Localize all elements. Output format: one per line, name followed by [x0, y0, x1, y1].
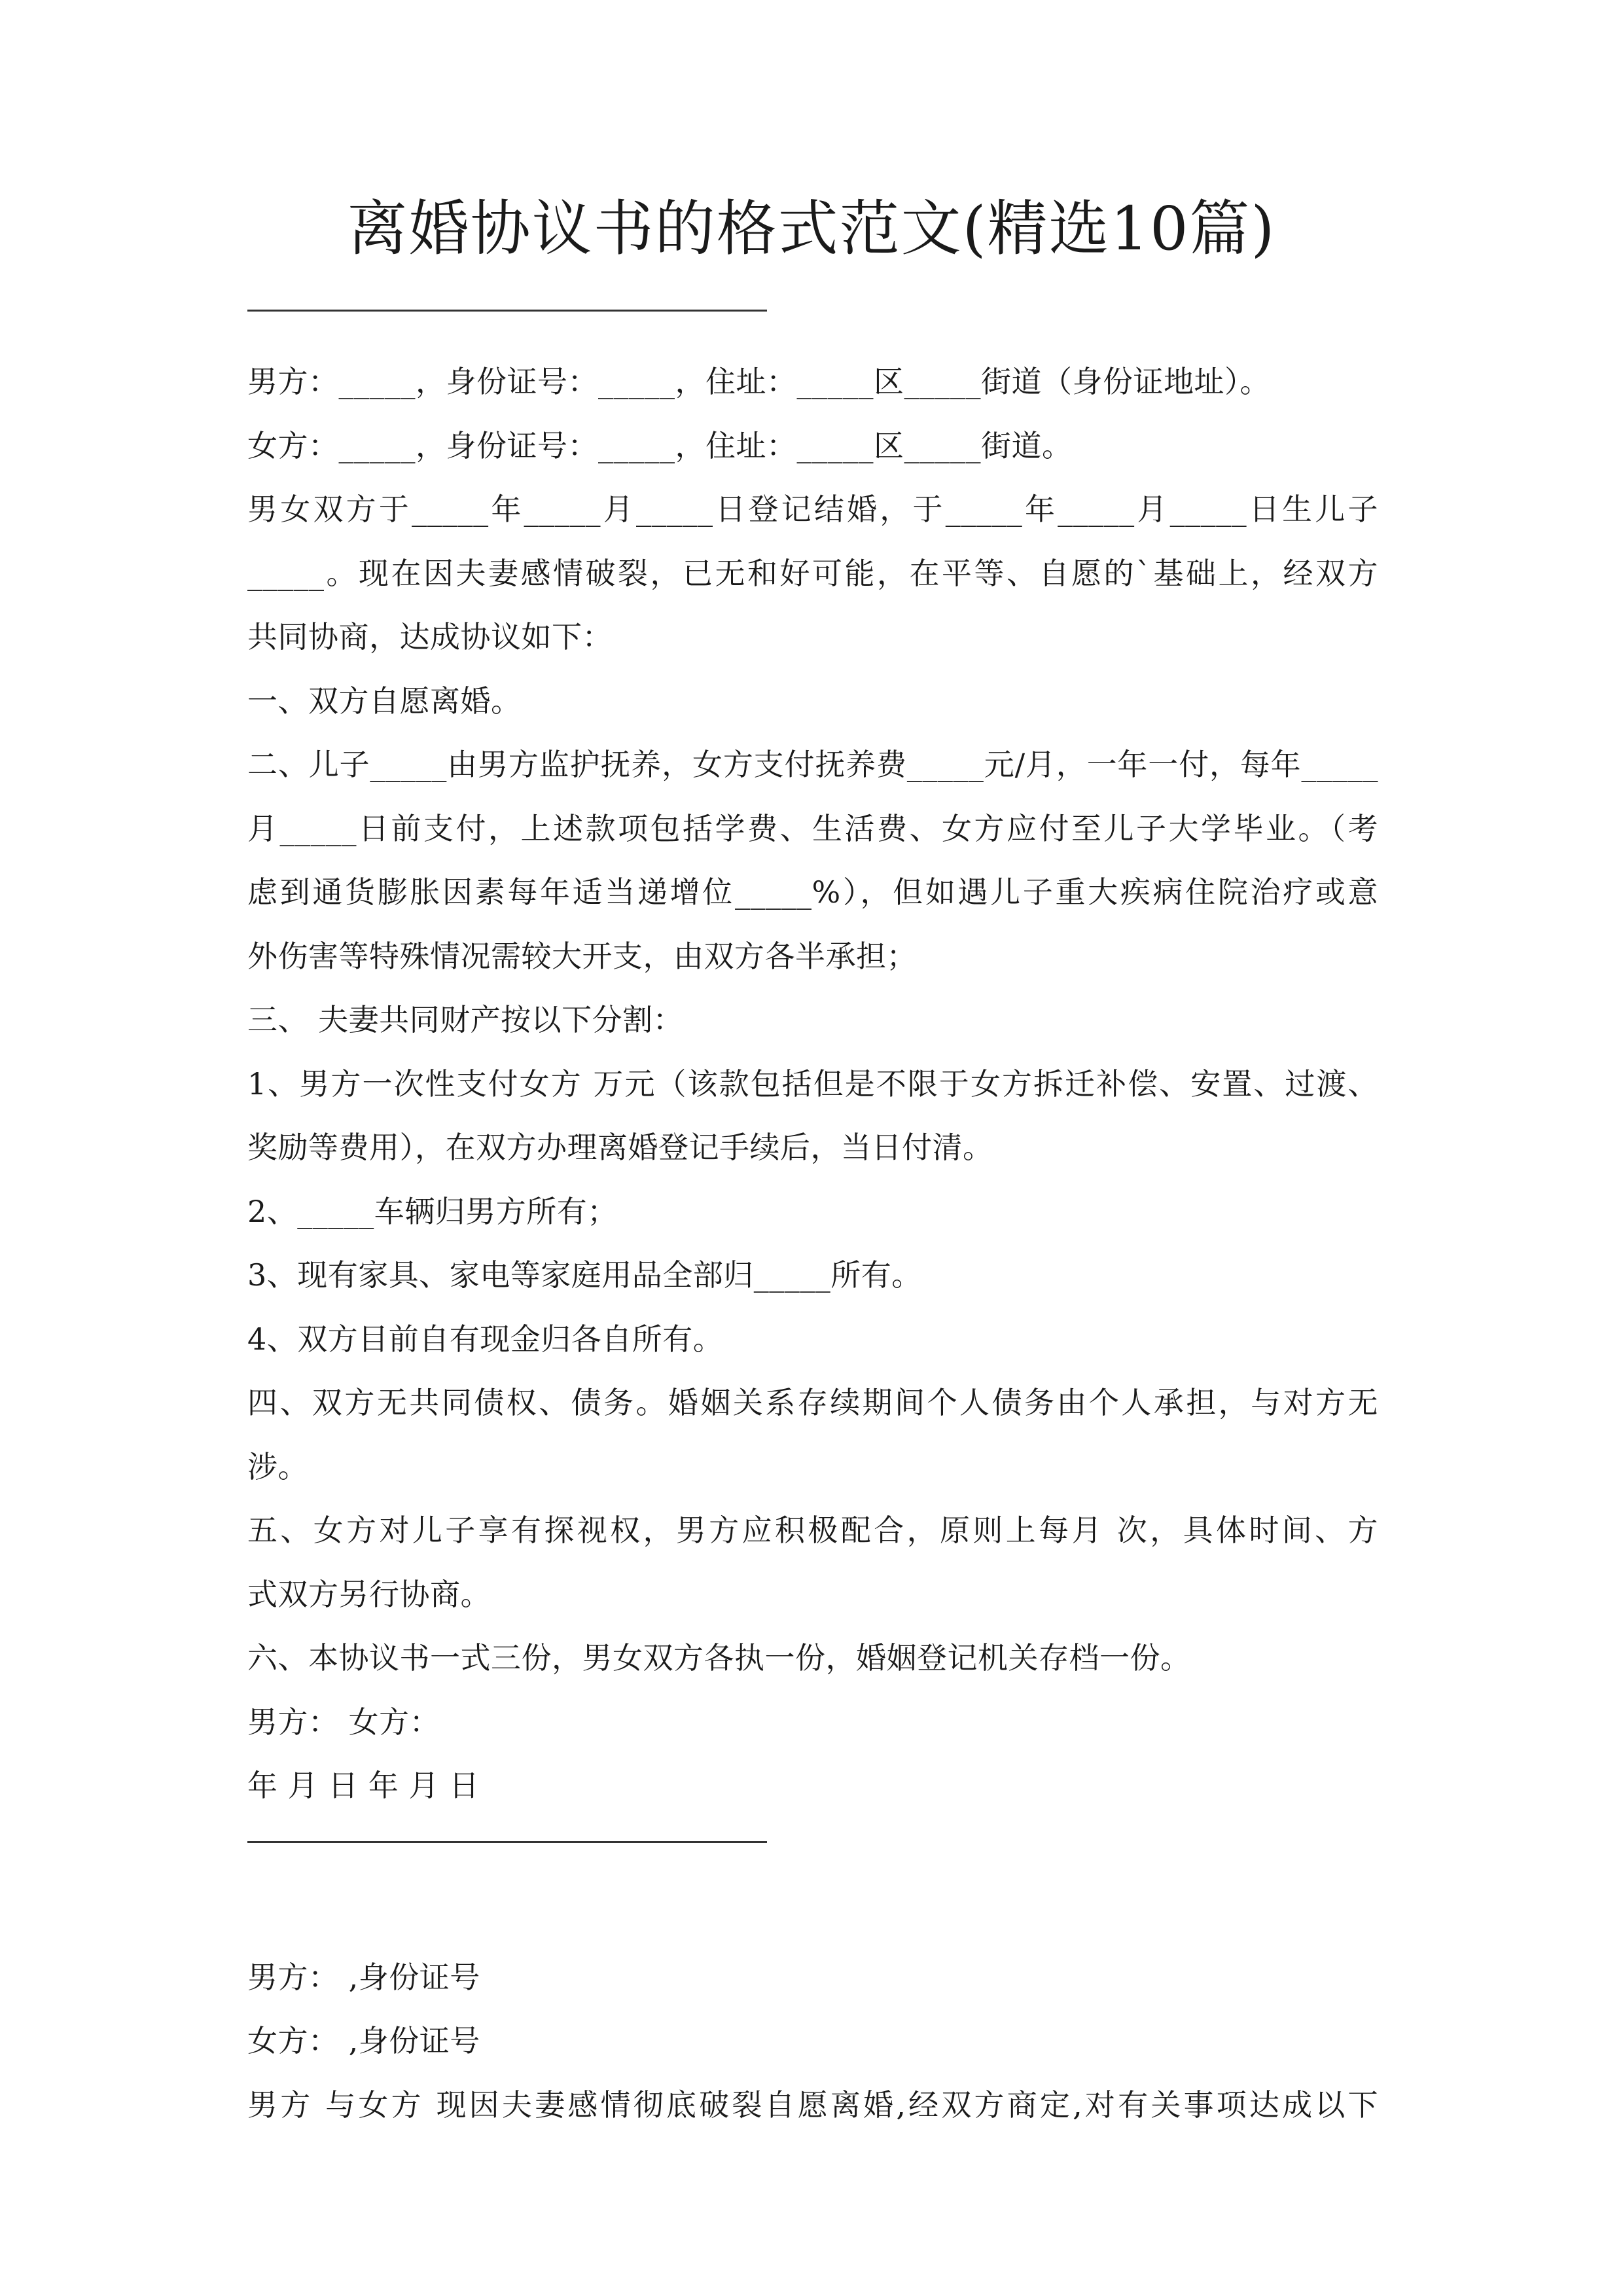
- paragraph-line: 男方 与女方 现因夫妻感情彻底破裂自愿离婚,经双方商定,对有关事项达成以下: [247, 2087, 1378, 2123]
- date-line: 年 月 日 年 月 日: [247, 1768, 480, 1803]
- paragraph-line: 4、双方目前自有现金归各自所有。: [247, 1321, 724, 1357]
- paragraph-line: 男女双方于_____年_____月_____日登记结婚，于_____年_____月_____日生儿子: [247, 492, 1378, 527]
- paragraph-line: 1、男方一次性支付女方 万元（该款包括但是不限于女方拆迁补偿、安置、过渡、: [247, 1066, 1378, 1102]
- paragraph-line: 男方：_____，身份证号：_____，住址：_____区_____街道（身份证地址）。: [247, 364, 1270, 399]
- paragraph-line: 男方： ,身份证号: [247, 1959, 480, 1995]
- section-gap: [247, 1882, 1378, 1946]
- section-divider: [247, 1841, 767, 1843]
- paragraph-line: 奖励等费用），在双方办理离婚登记手续后，当日付清。: [247, 1130, 993, 1165]
- title-divider: [247, 310, 767, 312]
- paragraph-line: 女方：_____，身份证号：_____，住址：_____区_____街道。: [247, 427, 1073, 463]
- section-gap: [247, 1818, 1378, 1882]
- paragraph-line: 三、 夫妻共同财产按以下分割：: [247, 1002, 684, 1037]
- paragraph-line: 四、双方无共同债权、债务。婚姻关系存续期间个人债务由个人承担，与对方无: [247, 1385, 1378, 1420]
- paragraph-line: 3、现有家具、家电等家庭用品全部归_____所有。: [247, 1257, 922, 1293]
- paragraph-line: 一、双方自愿离婚。: [247, 683, 522, 719]
- paragraph-line: _____。现在因夫妻感情破裂，已无和好可能，在平等、自愿的`基础上，经双方: [247, 555, 1378, 591]
- agreement-body: [247, 350, 1378, 2137]
- paragraph-line: 六、本协议书一式三份，男女双方各执一份，婚姻登记机关存档一份。: [247, 1640, 1191, 1676]
- paragraph-line: 式双方另行协商。: [247, 1576, 491, 1612]
- paragraph-line: 女方： ,身份证号: [247, 2023, 480, 2058]
- paragraph-line: 共同协商，达成协议如下：: [247, 619, 613, 655]
- paragraph-line: 月_____日前支付，上述款项包括学费、生活费、女方应付至儿子大学毕业。（考: [247, 810, 1378, 846]
- paragraph-line: 虑到通货膨胀因素每年适当递增位_____%），但如遇儿子重大疾病住院治疗或意: [247, 874, 1378, 910]
- paragraph-line: 2、_____车辆归男方所有；: [247, 1193, 618, 1229]
- paragraph-line: 五、女方对儿子享有探视权，男方应积极配合，原则上每月 次，具体时间、方: [247, 1513, 1378, 1548]
- paragraph-line: 二、儿子_____由男方监护抚养，女方支付抚养费_____元/月，一年一付，每年_____: [247, 747, 1378, 782]
- document-title: 离婚协议书的格式范文(精选10篇): [347, 194, 1276, 264]
- paragraph-line: 涉。: [247, 1448, 308, 1484]
- signature-line: 男方： 女方：: [247, 1704, 440, 1740]
- paragraph-line: 外伤害等特殊情况需较大开支，由双方各半承担；: [247, 938, 917, 974]
